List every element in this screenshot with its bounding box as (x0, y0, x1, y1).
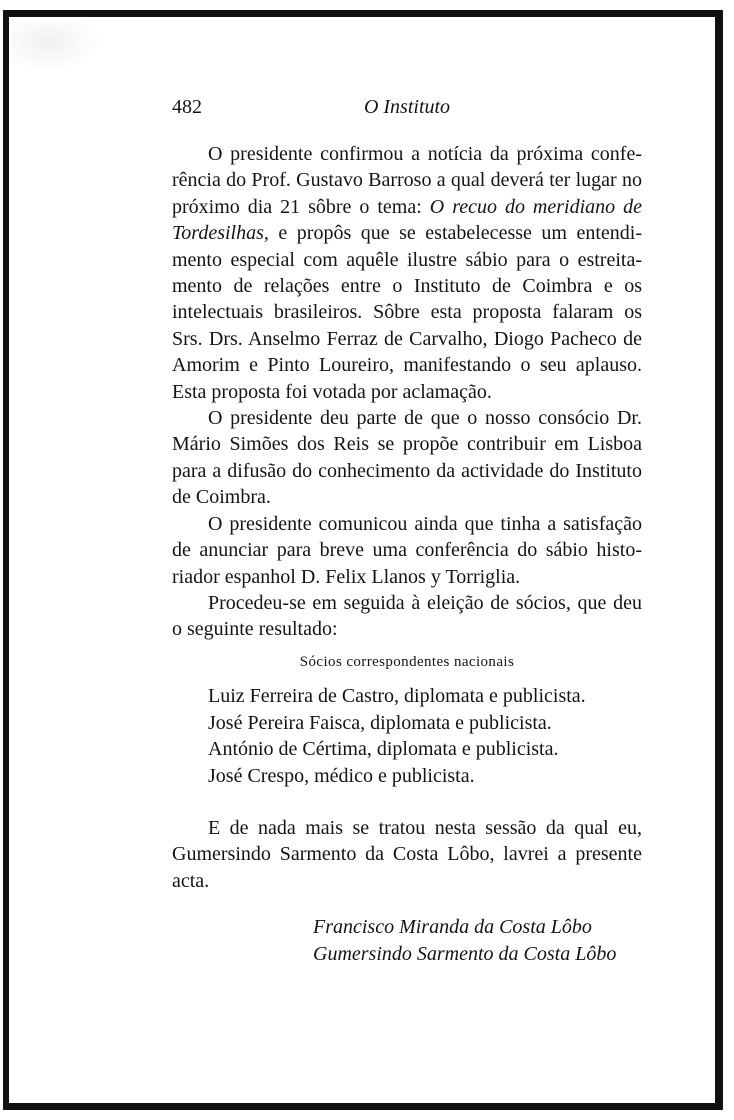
conference-title: O recuo do meridiano de Tordesilhas, (172, 195, 642, 245)
members-heading: Sócios correspondentes nacionais (299, 654, 515, 670)
page-number: 482 (172, 96, 202, 118)
list-item: António de Cértima, diplomata e publicista. (208, 738, 559, 761)
closing-section (172, 815, 642, 894)
minutes-body (172, 141, 642, 643)
page-header (172, 96, 642, 120)
closing-paragraph: E de nada mais se tratou nesta sessão da qual eu, Gumersindo Sarmento da Costa Lôbo, lavrei a presente acta. (172, 817, 642, 892)
running-title: O Instituto (363, 96, 451, 118)
list-item: José Pereira Faisca, diplomata e publicista. (208, 711, 552, 734)
paragraph-announcement: O presidente comunicou ainda que tinha a satisfação de anunciar para breve uma conferência do sábio historiador espanhol D. Felix Llanos y Torriglia. (172, 512, 642, 588)
paragraph-election: Procedeu-se em seguida à eleição de sócios, que deu o seguinte resultado: (172, 591, 642, 641)
members-list (208, 683, 648, 789)
scan-smudge (12, 22, 102, 72)
signatures (313, 914, 643, 968)
paragraph-contribution: O presidente deu parte de que o nosso consócio Dr. Mário Simões dos Reis se propõe contribuir em Lisboa para a difusão do conhecimento da actividade do Instituto de Coimbra. (172, 407, 642, 509)
signature-secretary: Gumersindo Sarmento da Costa Lôbo (313, 943, 617, 965)
list-item: Luiz Ferreira de Castro, diplomata e publicista. (208, 685, 586, 707)
list-item: José Crespo, médico e publicista. (208, 764, 475, 787)
signature-president: Francisco Miranda da Costa Lôbo (313, 916, 592, 938)
paragraph-conference-proposal: e propôs que se estabelecesse um entendimento especial com aquêle ilustre sábio para o estreitamento de relações entre o Instituto de Coimbra e os intelectuais brasileiros. Sôbre esta proposta falaram os Srs. Drs. Anselmo Ferraz de Carvalho, Diogo Pacheco de Amorim e Pinto Loureiro, manifestando o seu aplauso. Esta proposta foi votada por aclamação. (172, 222, 642, 403)
paragraph-conference-intro: O presidente confirmou a notícia da próxima conferência do Prof. Gustavo Barroso a qual deverá ter lugar no próximo dia 21 sôbre o tema: (172, 143, 642, 218)
paragraph-conference (172, 141, 642, 405)
